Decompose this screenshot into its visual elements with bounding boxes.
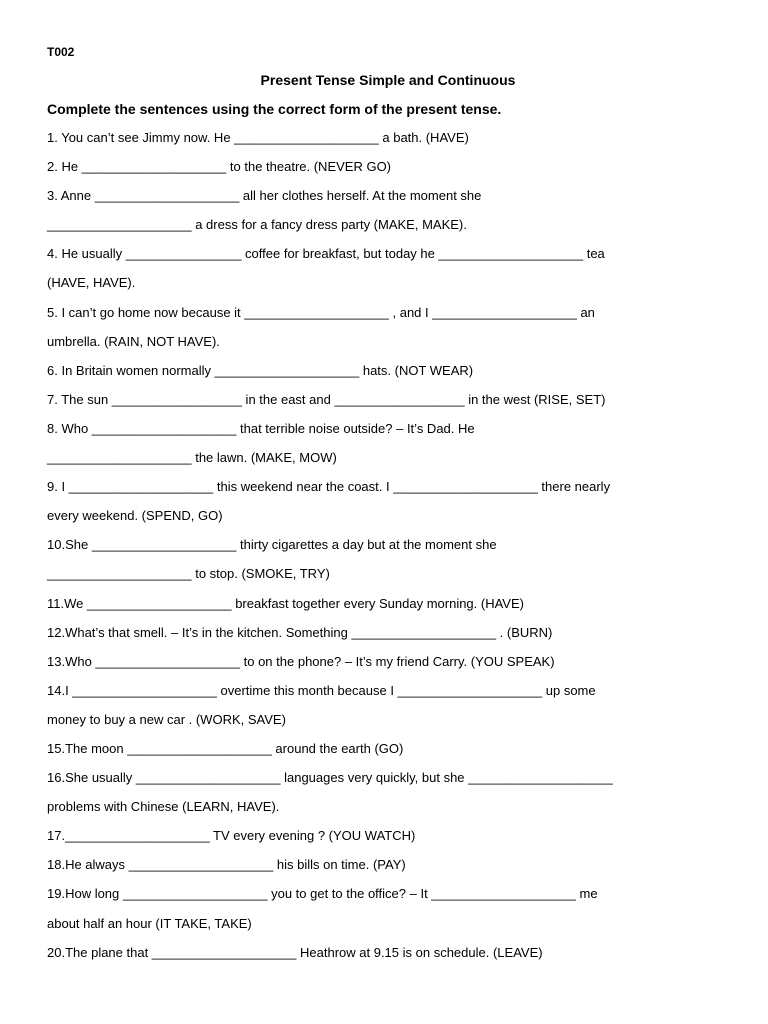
- exercise-list: [47, 129, 747, 973]
- exercise-line: 10.She ____________________ thirty cigarettes a day but at the moment she: [47, 537, 497, 553]
- exercise-line: 18.He always ____________________ his bills on time. (PAY): [47, 857, 406, 873]
- exercise-line: money to buy a new car . (WORK, SAVE): [47, 711, 286, 727]
- exercise-line: 20.The plane that ____________________ Heathrow at 9.15 is on schedule. (LEAVE): [47, 944, 543, 960]
- exercise-line: 11.We ____________________ breakfast together every Sunday morning. (HAVE): [47, 595, 524, 611]
- worksheet-title: Present Tense Simple and Continuous: [260, 72, 516, 88]
- exercise-line: 13.Who ____________________ to on the phone? – It’s my friend Carry. (YOU SPEAK): [47, 653, 555, 669]
- exercise-line: ____________________ a dress for a fancy dress party (MAKE, MAKE).: [47, 217, 467, 233]
- exercise-line: 15.The moon ____________________ around the earth (GO): [47, 740, 404, 756]
- exercise-line: 3. Anne ____________________ all her clothes herself. At the moment she: [47, 188, 482, 204]
- exercise-line: 12.What’s that smell. – It’s in the kitchen. Something ____________________ . (BURN): [47, 624, 553, 640]
- exercise-line: 16.She usually ____________________ languages very quickly, but she ____________________: [47, 770, 613, 786]
- exercise-line: 7. The sun __________________ in the east and __________________ in the west (RISE, SET): [47, 391, 606, 407]
- exercise-line: ____________________ the lawn. (MAKE, MOW): [47, 450, 337, 466]
- exercise-line: 4. He usually ________________ coffee for breakfast, but today he ____________________ tea: [47, 246, 605, 262]
- exercise-line: 8. Who ____________________ that terrible noise outside? – It’s Dad. He: [47, 420, 475, 436]
- exercise-line: 2. He ____________________ to the theatre. (NEVER GO): [47, 159, 392, 175]
- exercise-line: 17.____________________ TV every evening ? (YOU WATCH): [47, 828, 416, 844]
- exercise-line: every weekend. (SPEND, GO): [47, 508, 223, 524]
- exercise-line: 6. In Britain women normally ____________________ hats. (NOT WEAR): [47, 362, 474, 378]
- worksheet-instructions: Complete the sentences using the correct form of the present tense.: [47, 101, 502, 117]
- exercise-line: ____________________ to stop. (SMOKE, TRY): [47, 566, 330, 582]
- exercise-line: (HAVE, HAVE).: [47, 275, 136, 291]
- exercise-line: 9. I ____________________ this weekend near the coast. I ____________________ there nearly: [47, 479, 611, 495]
- exercise-line: problems with Chinese (LEARN, HAVE).: [47, 799, 280, 815]
- exercise-line: 1. You can’t see Jimmy now. He ____________________ a bath. (HAVE): [47, 130, 469, 145]
- exercise-line: 14.I ____________________ overtime this month because I ____________________ up some: [47, 682, 596, 698]
- exercise-line: about half an hour (IT TAKE, TAKE): [47, 915, 252, 931]
- exercise-line: umbrella. (RAIN, NOT HAVE).: [47, 333, 220, 349]
- worksheet-code: T002: [47, 45, 75, 59]
- exercise-line: 5. I can’t go home now because it ____________________ , and I ____________________ an: [47, 304, 595, 320]
- exercise-line: 19.How long ____________________ you to get to the office? – It ____________________ me: [47, 886, 598, 902]
